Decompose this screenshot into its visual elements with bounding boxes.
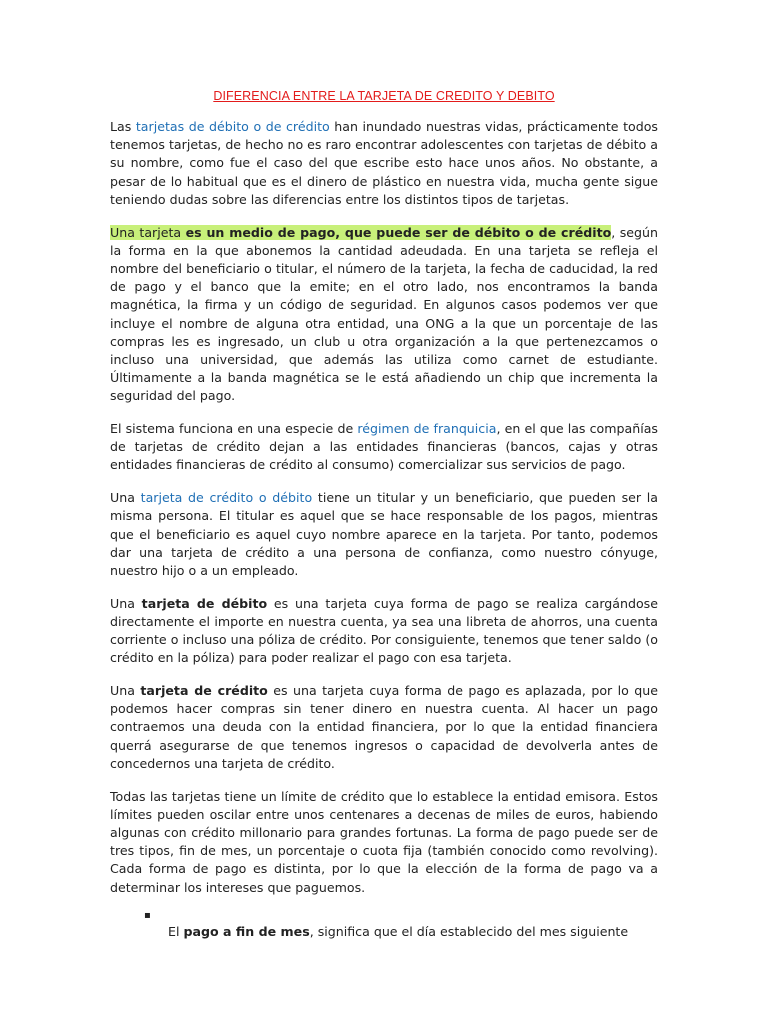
bullet-item <box>110 911 658 947</box>
paragraph-credit <box>110 682 658 773</box>
text-span: tiene un titular y un beneficiario, que pueden ser la misma persona. El titular es aquel que se hace responsable de los pagos, mientras que el beneficiario es aquel cuyo nombre aparece en la tarjeta. Por tanto, podemos dar una tarjeta de crédito a una persona de confianza, como nuestro cónyuge, nuestro hijo o a un empleado. <box>110 490 658 578</box>
text-span: Las <box>110 119 136 134</box>
paragraph-system <box>110 420 658 475</box>
paragraph-intro <box>110 118 658 209</box>
text-span: Una <box>110 595 142 611</box>
text-span: Una tarjeta <box>110 224 186 240</box>
link-tarjetas[interactable]: tarjetas de débito o de crédito <box>135 119 330 134</box>
paragraph-limits: Todas las tarjetas tiene un límite de crédito que lo establece la entidad emisora. Estos límites pueden oscilar entre unos centenares a decenas de miles de euros, habiendo algunas con crédito millonario para grandes fortunas. La forma de pago puede ser de tres tipos, fin de mes, un porcentaje o cuota fija (también conocido como revolving). Cada forma de pago es distinta, por lo que la elección de la forma de pago va a determinar los intereses que paguemos. <box>110 788 658 895</box>
text-span: Una <box>110 490 141 506</box>
paragraph-holder <box>110 489 658 580</box>
paragraph-debit <box>110 595 658 668</box>
text-span: , en el que las compañías de tarjetas de crédito dejan a las entidades financieras (bancos, cajas y otras entidades financieras de crédito al consumo) comercializar sus servicios de pago. <box>110 421 658 473</box>
bold-text: tarjeta de débito <box>141 595 268 611</box>
bold-text: es un medio de pago, que puede ser de débito o de crédito <box>185 224 612 240</box>
link-regimen[interactable]: régimen de franquicia <box>357 421 497 437</box>
text-span: han inundado nuestras vidas, prácticamente todos tenemos tarjetas, de hecho no es raro encontrar adolescentes con tarjetas de débito a su nombre, como fue el caso del que escribe esto hace unos años. No obstante, a pesar de lo habitual que es el dinero de plástico en nuestra vida, mucha gente sigue teniendo dudas sobre las diferencias entre los distintos tipos de tarjetas. <box>110 119 658 207</box>
bold-text: tarjeta de crédito <box>140 682 268 698</box>
text-span: es una tarjeta cuya forma de pago es aplazada, por lo que podemos hacer compras sin tener dinero en nuestra cuenta. Al hacer un pago contraemos una deuda con la entidad financiera, por lo que la entidad financiera querrá asegurarse de que tenemos ingresos o capacidad de devolverla antes de concedernos una tarjeta de crédito. <box>110 682 659 771</box>
text-span: El sistema funciona en una especie de <box>110 421 358 437</box>
text-span: , significa que el día establecido del mes siguiente <box>309 924 629 940</box>
bullet-square-icon: ▪ <box>144 910 151 922</box>
text-span: , según la forma en la que abonemos la cantidad adeudada. En una tarjeta se refleja el nombre del beneficiario o titular, el número de la tarjeta, la fecha de caducidad, la red de pago y el banco que la emite; en el otro lado, nos encontramos la banda magnética, la firma y un código de seguridad. En algunos casos podemos ver que incluye el nombre de alguna otra entidad, una ONG a la que un porcentaje de las compras les es ingresado, un club u otra organización a la que pertenezcamos o incluso una universidad, que además las utiliza como carnet de estudiante. Últimamente a la banda magnética se le está añadiendo un chip que incrementa la seguridad del pago. <box>110 224 658 404</box>
bold-text: pago a fin de mes <box>183 924 310 940</box>
document-body <box>110 118 658 947</box>
highlight-definition <box>110 225 611 240</box>
text-span: es una tarjeta cuya forma de pago se realiza cargándose directamente el importe en nuestra cuenta, ya sea una libreta de ahorros, una cuenta corriente o incluso una póliza de crédito. Por consiguiente, tenemos que tener saldo (o crédito en la póliza) para poder realizar el pago con esa tarjeta. <box>110 595 658 666</box>
text-span: Una <box>110 682 141 698</box>
document-title: DIFERENCIA ENTRE LA TARJETA DE CREDITO Y DEBITO <box>213 89 555 103</box>
bullet-text <box>168 923 658 941</box>
text-span: El <box>168 924 184 940</box>
paragraph-definition <box>110 224 658 406</box>
link-tarjeta-credito-debito[interactable]: tarjeta de crédito o débito <box>140 490 313 506</box>
